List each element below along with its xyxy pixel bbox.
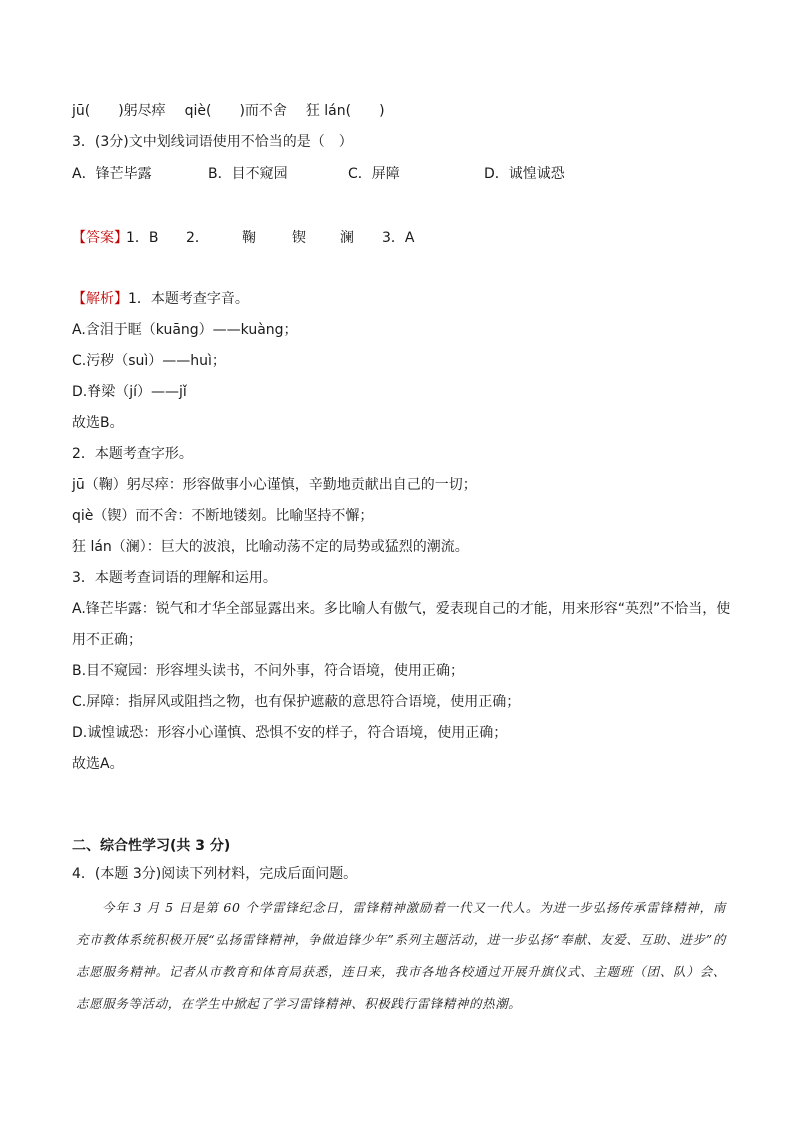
answer-1: 1．B — [126, 230, 159, 246]
analysis-line: 故选A。 — [72, 756, 124, 772]
analysis-line: 故选B。 — [72, 415, 124, 431]
answer-2-char-2: 锲 — [292, 230, 306, 246]
q4-stem: 4．(本题 3分)阅读下列材料，完成后面问题。 — [72, 866, 358, 882]
analysis-line: C.污秽（suì）——huì； — [72, 353, 226, 369]
analysis-line: D.脊梁（jí）——jǐ — [72, 384, 187, 400]
answer-2-char-1: 鞠 — [242, 230, 256, 246]
analysis-label: 【解析】 — [72, 291, 128, 307]
answer-2-char-3: 澜 — [340, 230, 354, 246]
q4-material-paragraph: 今年 3 月 5 日是第 60 个学雷锋纪念日，雷锋精神激励着一代又一代人。为进一步弘扬传承雷锋精神，南充市教体系统积极开展“弘扬雷锋精神，争做追锋少年”系列主题活动，进一步弘扬“奉献、友爱、互助、进步”的志愿服务精神。记者从市教育和体育局获悉，连日来，我市各地各校通过开展升旗仪式、主题班（团、队）会、志愿服务等活动，在学生中掀起了学习雷锋精神、积极践行雷锋精神的热潮。 — [76, 900, 726, 1011]
analysis-first-line — [72, 284, 722, 315]
analysis-block — [72, 284, 731, 780]
analysis-line: jū（鞠）躬尽瘁：形容做事小心谨慎，辛勤地贡献出自己的一切； — [72, 477, 477, 493]
analysis-first-text: 1．本题考查字音。 — [128, 291, 249, 307]
pinyin-item-3: 狂 lán( ) — [305, 103, 385, 119]
analysis-line: B.目不窥园：形容埋头读书，不问外事，符合语境，使用正确； — [72, 663, 465, 679]
pinyin-item-1: jū( )躬尽瘁 — [72, 103, 166, 119]
q3-stem: 3．(3分)文中划线词语使用不恰当的是（ ） — [72, 134, 353, 150]
q3-option-a: A．锋芒毕露 — [72, 166, 152, 182]
answer-line — [72, 228, 732, 248]
answer-3: 3．A — [382, 230, 415, 246]
analysis-line: 用不正确； — [72, 632, 142, 648]
q2-pinyin-line — [72, 101, 385, 121]
analysis-line: qiè（锲）而不舍：不断地镂刻。比喻坚持不懈； — [72, 508, 374, 524]
analysis-line: 3．本题考查词语的理解和运用。 — [72, 570, 277, 586]
analysis-line: 2．本题考查字形。 — [72, 446, 193, 462]
analysis-line: C.屏障：指屏风或阻挡之物，也有保护遮蔽的意思符合语境，使用正确； — [72, 694, 521, 710]
analysis-line: D.诚惶诚恐：形容小心谨慎、恐惧不安的样子，符合语境，使用正确； — [72, 725, 508, 741]
answer-label: 【答案】 — [72, 230, 128, 246]
q3-options — [72, 164, 732, 184]
analysis-line: 狂 lán（澜）：巨大的波浪，比喻动荡不定的局势或猛烈的潮流。 — [72, 539, 469, 555]
answer-2-num: 2． — [186, 230, 209, 246]
pinyin-item-2: qiè( )而不舍 — [184, 103, 287, 119]
analysis-line: A.锋芒毕露：锐气和才华全部显露出来。多比喻人有傲气，爱表现自己的才能，用来形容“英烈”不恰当，使 — [72, 601, 731, 617]
analysis-line: A.含泪于眶（kuāng）——kuàng； — [72, 322, 298, 338]
q3-option-b: B．目不窥园 — [208, 166, 288, 182]
q3-option-c: C．屏障 — [348, 166, 400, 182]
q3-option-d: D．诚惶诚恐 — [484, 166, 565, 182]
section-2-title: 二、综合性学习(共 3 分) — [72, 838, 231, 854]
